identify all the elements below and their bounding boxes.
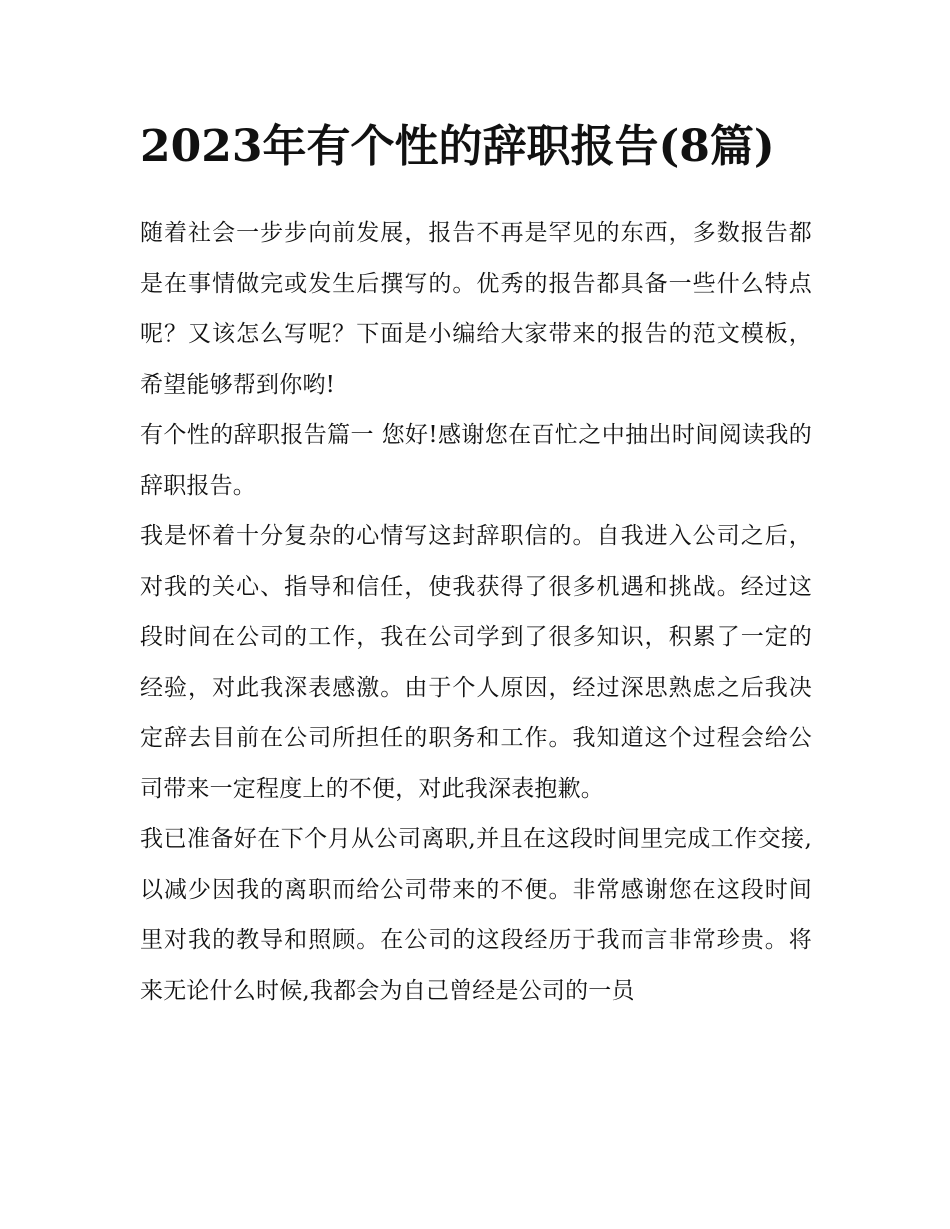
paragraph-handover: 我已准备好在下个月从公司离职,并且在这段时间里完成工作交接,以减少因我的离职而给公司带来的不便。非常感谢您在这段时间里对我的教导和照顾。在公司的这段经历于我而言非常珍贵。将来无论什么时候,我都会为自己曾经是公司的一员 [140,826,812,1004]
paragraph-intro: 随着社会一步步向前发展，报告不再是罕见的东西，多数报告都是在事情做完或发生后撰写的。优秀的报告都具备一些什么特点呢？又该怎么写呢？下面是小编给大家带来的报告的范文模板，希望能够帮到你哟! [140,220,812,398]
document-body [140,208,812,1016]
paragraph-greeting: 有个性的辞职报告篇一 您好!感谢您在百忙之中抽出时间阅读我的辞职报告。 [140,422,812,499]
document-page [140,108,812,1016]
document-title: 2023年有个性的辞职报告(8篇) [140,121,775,172]
paragraph-reason: 我是怀着十分复杂的心情写这封辞职信的。自我进入公司之后，对我的关心、指导和信任，使我获得了很多机遇和挑战。经过这段时间在公司的工作，我在公司学到了很多知识，积累了一定的经验，对此我深表感激。由于个人原因，经过深思熟虑之后我决定辞去目前在公司所担任的职务和工作。我知道这个过程会给公司带来一定程度上的不便，对此我深表抱歉。 [140,523,812,802]
